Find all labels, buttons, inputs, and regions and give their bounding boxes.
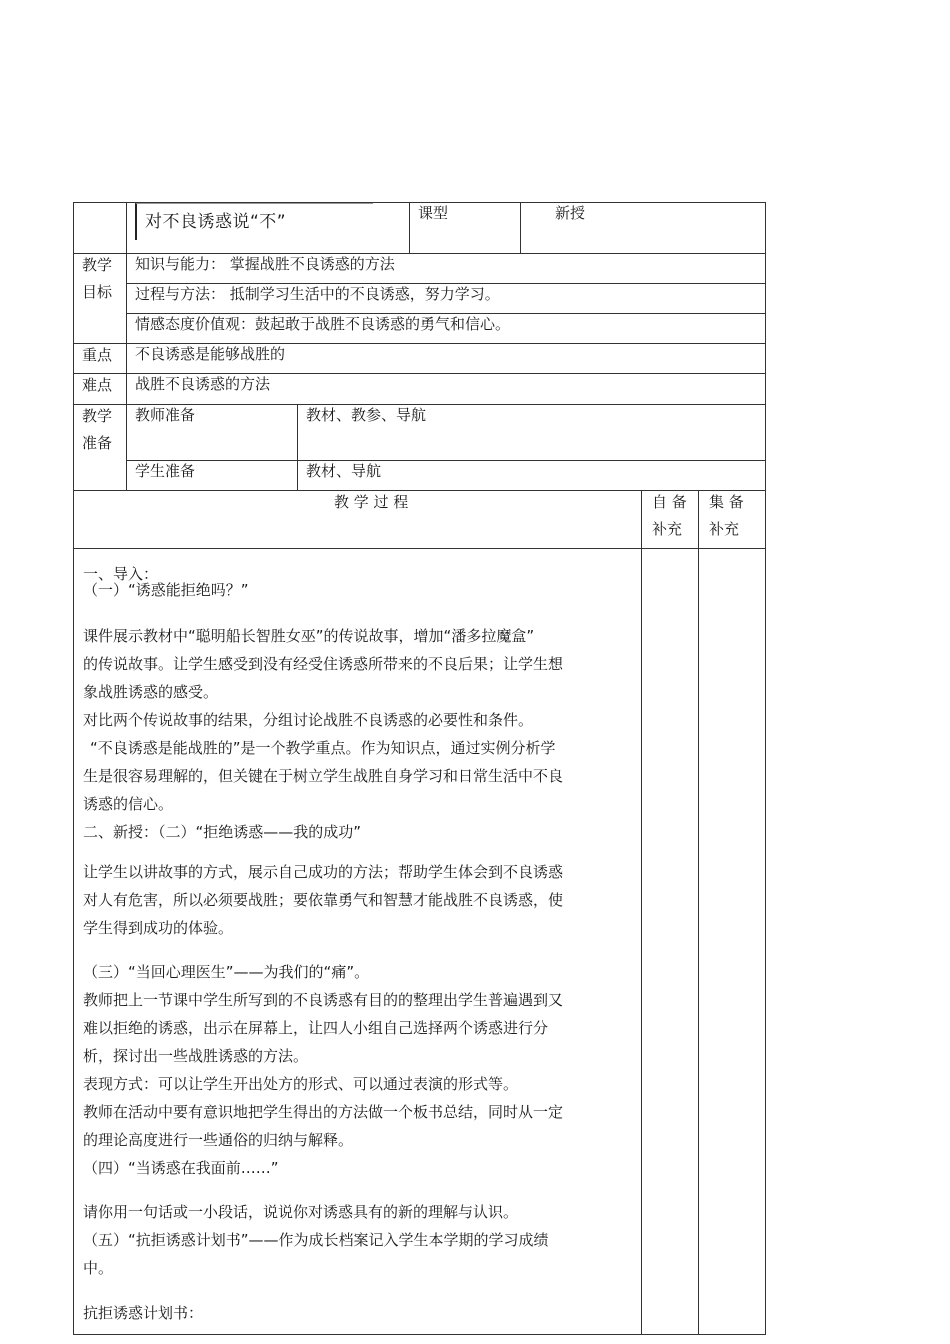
section-intro-sub: （一）“诱惑能拒绝吗？”: [83, 581, 249, 599]
paragraph-line: 教师把上一节课中学生所写到的不良诱惑有目的的整理出学生普遍遇到又: [83, 991, 564, 1009]
paragraph-line: 对比两个传说故事的结果，分组讨论战胜不良诱惑的必要性和条件。: [83, 711, 534, 729]
paragraph-line: 让学生以讲故事的方式，展示自己成功的方法；帮助学生体会到不良诱惑: [83, 863, 564, 881]
lesson-title: 对不良诱惑说“不”: [145, 212, 287, 232]
paragraph-line: 的理论高度进行一些通俗的归纳与解释。: [83, 1131, 354, 1149]
table-border-left: [73, 202, 74, 1335]
key-point-value: 不良诱惑是能够战胜的: [135, 345, 286, 363]
col-divider: [126, 202, 127, 490]
paragraph-line: 对人有危害，所以必须要战胜；要依靠勇气和智慧才能战胜不良诱惑，使: [83, 891, 564, 909]
paragraph-line: 表现方式：可以让学生开出处方的形式、可以通过表演的形式等。: [83, 1075, 519, 1093]
group-prep-heading-1: 集 备: [709, 493, 744, 511]
col-divider: [520, 202, 521, 253]
row-divider: [73, 548, 766, 549]
row-divider: [126, 460, 766, 461]
preparation-label-2: 准备: [82, 434, 113, 452]
section-five-title: （五）“抗拒诱惑计划书”——作为成长档案记入学生本学期的学习成绩: [83, 1231, 549, 1249]
paragraph-group-3: [83, 958, 635, 1182]
teacher-prep-label: 教师准备: [135, 406, 196, 424]
process-title: 教 学 过 程: [334, 493, 409, 511]
preparation-label-1: 教学: [82, 407, 113, 425]
objective-knowledge: 知识与能力： 掌握战胜不良诱惑的方法: [135, 255, 395, 273]
difficulty-label: 难点: [82, 376, 113, 394]
paragraph-line: 析，探讨出一些战胜诱惑的方法。: [83, 1047, 309, 1065]
type-value: 新授: [555, 204, 586, 222]
section-new-title: 二、新授：（二）“拒绝诱惑——我的成功”: [83, 823, 362, 841]
paragraph-line: 生是很容易理解的，但关键在于树立学生战胜自身学习和日常生活中不良: [83, 767, 564, 785]
section-intro-title: 一、导入：: [83, 565, 159, 583]
paragraph-line: 的传说故事。让学生感受到没有经受住诱惑所带来的不良后果；让学生想: [83, 655, 564, 673]
section-four-title: （四）“当诱惑在我面前……”: [83, 1159, 279, 1177]
group-prep-heading-2: 补充: [709, 520, 740, 538]
paragraph-line: “不良诱惑是能战胜的”是一个教学重点。作为知识点，通过实例分析学: [90, 739, 556, 757]
paragraph-line: 难以拒绝的诱惑，出示在屏幕上，让四人小组自己选择两个诱惑进行分: [83, 1019, 549, 1037]
paragraph-line: 课件展示教材中“聪明船长智胜女巫”的传说故事，增加“潘多拉魔盒”: [83, 627, 535, 645]
paragraph-line: 诱惑的信心。: [83, 795, 174, 813]
paragraph-group-4: [83, 1198, 635, 1282]
paragraph-line: 教师在活动中要有意识地把学生得出的方法做一个板书总结，同时从一定: [83, 1103, 564, 1121]
table-border-right: [765, 202, 766, 1335]
col-divider: [409, 202, 410, 253]
paragraph-group-2: [83, 858, 635, 942]
key-point-label: 重点: [82, 346, 113, 364]
type-label: 课型: [418, 204, 449, 222]
lesson-title-box: [135, 203, 373, 240]
paragraph-line: 请你用一句话或一小段话，说说你对诱惑具有的新的理解与认识。: [83, 1203, 519, 1221]
paragraph-line: 象战胜诱惑的感受。: [83, 683, 219, 701]
paragraph-line: 中。: [83, 1259, 114, 1277]
section-three-title: （三）“当回心理医生”——为我们的“痛”。: [83, 963, 370, 981]
student-prep-label: 学生准备: [135, 462, 196, 480]
objective-process: 过程与方法： 抵制学习生活中的不良诱惑，努力学习。: [135, 285, 500, 303]
row-divider: [73, 490, 766, 491]
paragraph-group-1: [83, 622, 635, 846]
col-divider: [641, 490, 642, 1335]
objectives-label-1: 教学: [82, 256, 113, 274]
paragraph-line: 学生得到成功的体验。: [83, 919, 234, 937]
student-prep-value: 教材、导航: [306, 462, 382, 480]
objectives-label-2: 目标: [82, 283, 113, 301]
self-prep-heading-2: 补充: [652, 520, 683, 538]
col-divider: [297, 404, 298, 490]
table-border-bottom: [73, 1334, 766, 1335]
difficulty-value: 战胜不良诱惑的方法: [135, 375, 271, 393]
col-divider: [698, 490, 699, 1335]
objective-emotion: 情感态度价值观：鼓起敢于战胜不良诱惑的勇气和信心。: [135, 315, 511, 333]
teacher-prep-value: 教材、教参、导航: [306, 406, 427, 424]
plan-closing: 抗拒诱惑计划书：: [83, 1304, 204, 1322]
self-prep-heading-1: 自 备: [652, 493, 687, 511]
